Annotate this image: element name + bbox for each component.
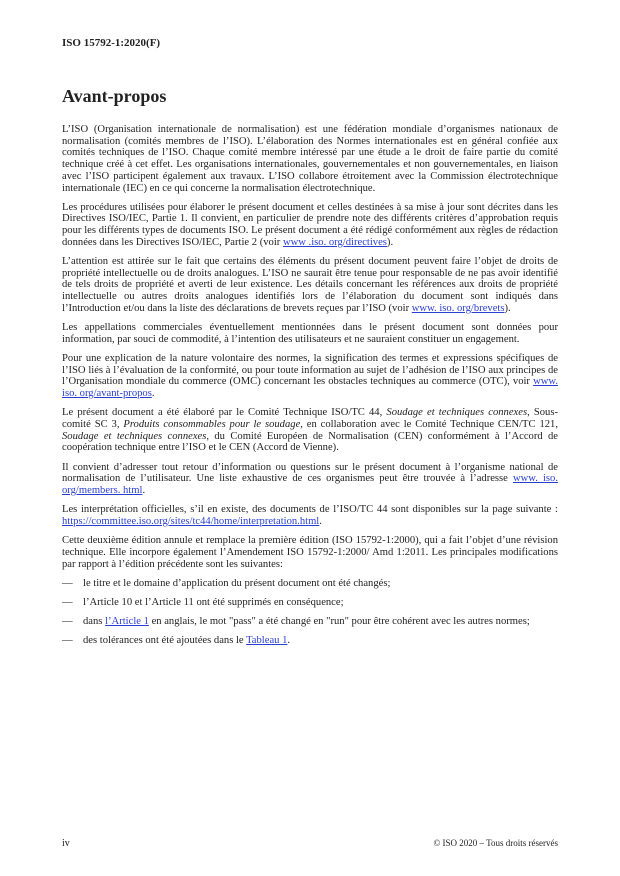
text-run: dans xyxy=(83,616,106,628)
text-run: des tolérances ont été ajoutées dans le xyxy=(83,635,247,647)
paragraph xyxy=(62,462,558,497)
list-dash: — xyxy=(62,577,73,589)
paragraph xyxy=(62,124,558,194)
paragraph xyxy=(62,256,558,315)
text-run: , en collaboration avec le Comité Technique CEN/TC 121, xyxy=(300,418,558,430)
text-run: ). xyxy=(386,236,394,248)
list-item xyxy=(62,597,558,609)
text-run: Pour une explication de la nature volontaire des normes, la signification des termes et expressions spécifiques de l’ISO liés à l’évaluation de la conformité, ou pour toute information au sujet de l’adhésion de l’ISO aux principes de l’Organisation mondiale du commerce (OMC) concernant les obstacles techniques au commerce (OTC), voir xyxy=(62,352,558,388)
text-run: Il convient d’adresser tout retour d’information ou questions sur le présent document à l’organisme national de normalisation de l’utilisateur. Une liste exhaustive de ces organismes peut être trouvée à l’adresse xyxy=(62,461,558,485)
hyperlink[interactable]: www. iso. org/members. html xyxy=(62,473,558,496)
paragraph xyxy=(62,407,558,454)
list-dash: — xyxy=(62,616,73,628)
document-body xyxy=(62,124,558,655)
document-id-header: ISO 15792-1:2020(F) xyxy=(62,37,161,49)
hyperlink[interactable]: www. iso. org/avant-propos xyxy=(62,376,558,400)
list-item xyxy=(62,635,558,647)
paragraph xyxy=(62,353,558,400)
text-run: . xyxy=(151,388,155,400)
hyperlink[interactable]: www. iso. org/brevets xyxy=(411,302,505,314)
hyperlink[interactable]: l’Article 1 xyxy=(105,616,149,628)
paragraph xyxy=(62,322,558,345)
copyright-notice: © ISO 2020 – Tous droits réservés xyxy=(433,838,558,848)
list-dash: — xyxy=(62,635,73,647)
paragraph xyxy=(62,535,558,570)
list-item xyxy=(62,616,558,628)
text-run: , Sous-comité SC 3, xyxy=(62,407,559,430)
page-number: iv xyxy=(62,838,70,849)
text-run: Le présent document a été élaboré par le Comité Technique ISO/TC 44, xyxy=(62,407,387,419)
hyperlink[interactable]: Tableau 1 xyxy=(246,635,288,647)
section-title: Avant-propos xyxy=(62,86,167,106)
text-run: . xyxy=(319,515,322,527)
text-run: Les interprétation officielles, s’il en existe, des documents de l’ISO/TC 44 sont disponibles sur la page suivante : xyxy=(62,504,558,516)
text-run: Cette deuxième édition annule et remplace la première édition (ISO 15792-1:2000), qui a fait l’objet d’une révision technique. Elle incorpore également l’Amendement ISO 15792-1:2000/ Amd 1:2011. Les principales modifications par rapport à l’édition précédente sont les suivantes: xyxy=(62,535,558,570)
text-run: le titre et le domaine d’application du présent document ont été changés; xyxy=(83,577,391,589)
list-item xyxy=(62,578,558,590)
italic-title: Produits consommables pour le soudage xyxy=(123,418,301,430)
hyperlink[interactable]: www .iso. org/directives xyxy=(282,236,387,248)
italic-title: Soudage et techniques connexes xyxy=(62,430,207,442)
list-item-text xyxy=(83,578,558,590)
text-run: en anglais, le mot "pass" a été changé en "run" pour être cohérent avec les autres normes; xyxy=(148,616,530,628)
text-run: l’Article 10 et l’Article 11 ont été supprimés en conséquence; xyxy=(83,596,344,608)
text-run: ). xyxy=(504,302,511,314)
list-item-text xyxy=(83,616,558,628)
text-run: L’attention est attirée sur le fait que certains des éléments du présent document peuvent faire l’objet de droits de propriété intellectuelle ou de droits analogues. L’ISO ne saurait être tenue pour responsable de ne pas avoir identifié de tels droits de propriété et averti de leur existence. Les détails concernant les références aux droits de propriété intellectuelle ou autres droits analogues identifiés lors de l’élaboration du document sont indiqués dans l’Introduction et/ou dans la liste des déclarations de brevets reçues par l’ISO (voir xyxy=(62,256,558,314)
italic-title: Soudage et techniques connexes xyxy=(386,407,528,419)
text-run: , du Comité Européen de Normalisation (CEN) conformément à l’Accord de coopération technique entre l’ISO et le CEN (Accord de Vienne). xyxy=(62,430,559,454)
paragraph xyxy=(62,202,558,249)
list-item-text xyxy=(83,635,558,647)
text-run: Les procédures utilisées pour élaborer le présent document et celles destinées à sa mise à jour sont décrites dans les Directives ISO/IEC, Partie 1. Il convient, en particulier de prendre note des différents critères d’approbation requis pour les différents types de documents ISO. Le présent document a été rédigé conformément aux règles de rédaction données dans les Directives ISO/IEC, Partie 2 (voir xyxy=(62,201,558,248)
paragraph xyxy=(62,504,558,527)
text-run: Les appellations commerciales éventuellement mentionnées dans le présent document sont données pour information, par souci de commodité, à l’intention des utilisateurs et ne sauraient constituer un engagement. xyxy=(62,322,558,345)
list-dash: — xyxy=(62,596,73,608)
text-run: L’ISO (Organisation internationale de normalisation) est une fédération mondiale d’organismes nationaux de normalisation (comités membres de l’ISO). L’élaboration des Normes internationales est en général confiée aux comités techniques de l’ISO. Chaque comité membre intéressé par une étude a le droit de faire partie du comité technique créé à cet effet. Les organisations internationales, gouvernementales et non gouvernementales, en liaison avec l’ISO participent également aux travaux. L’ISO collabore étroitement avec la Commission électrotechnique internationale (IEC) en ce qui concerne la normalisation électrotechnique. xyxy=(62,124,558,194)
hyperlink[interactable]: https://committee.iso.org/sites/tc44/home/interpretation.html xyxy=(62,515,320,527)
text-run: . xyxy=(287,635,291,647)
list-item-text xyxy=(83,597,558,609)
text-run: . xyxy=(142,484,146,496)
